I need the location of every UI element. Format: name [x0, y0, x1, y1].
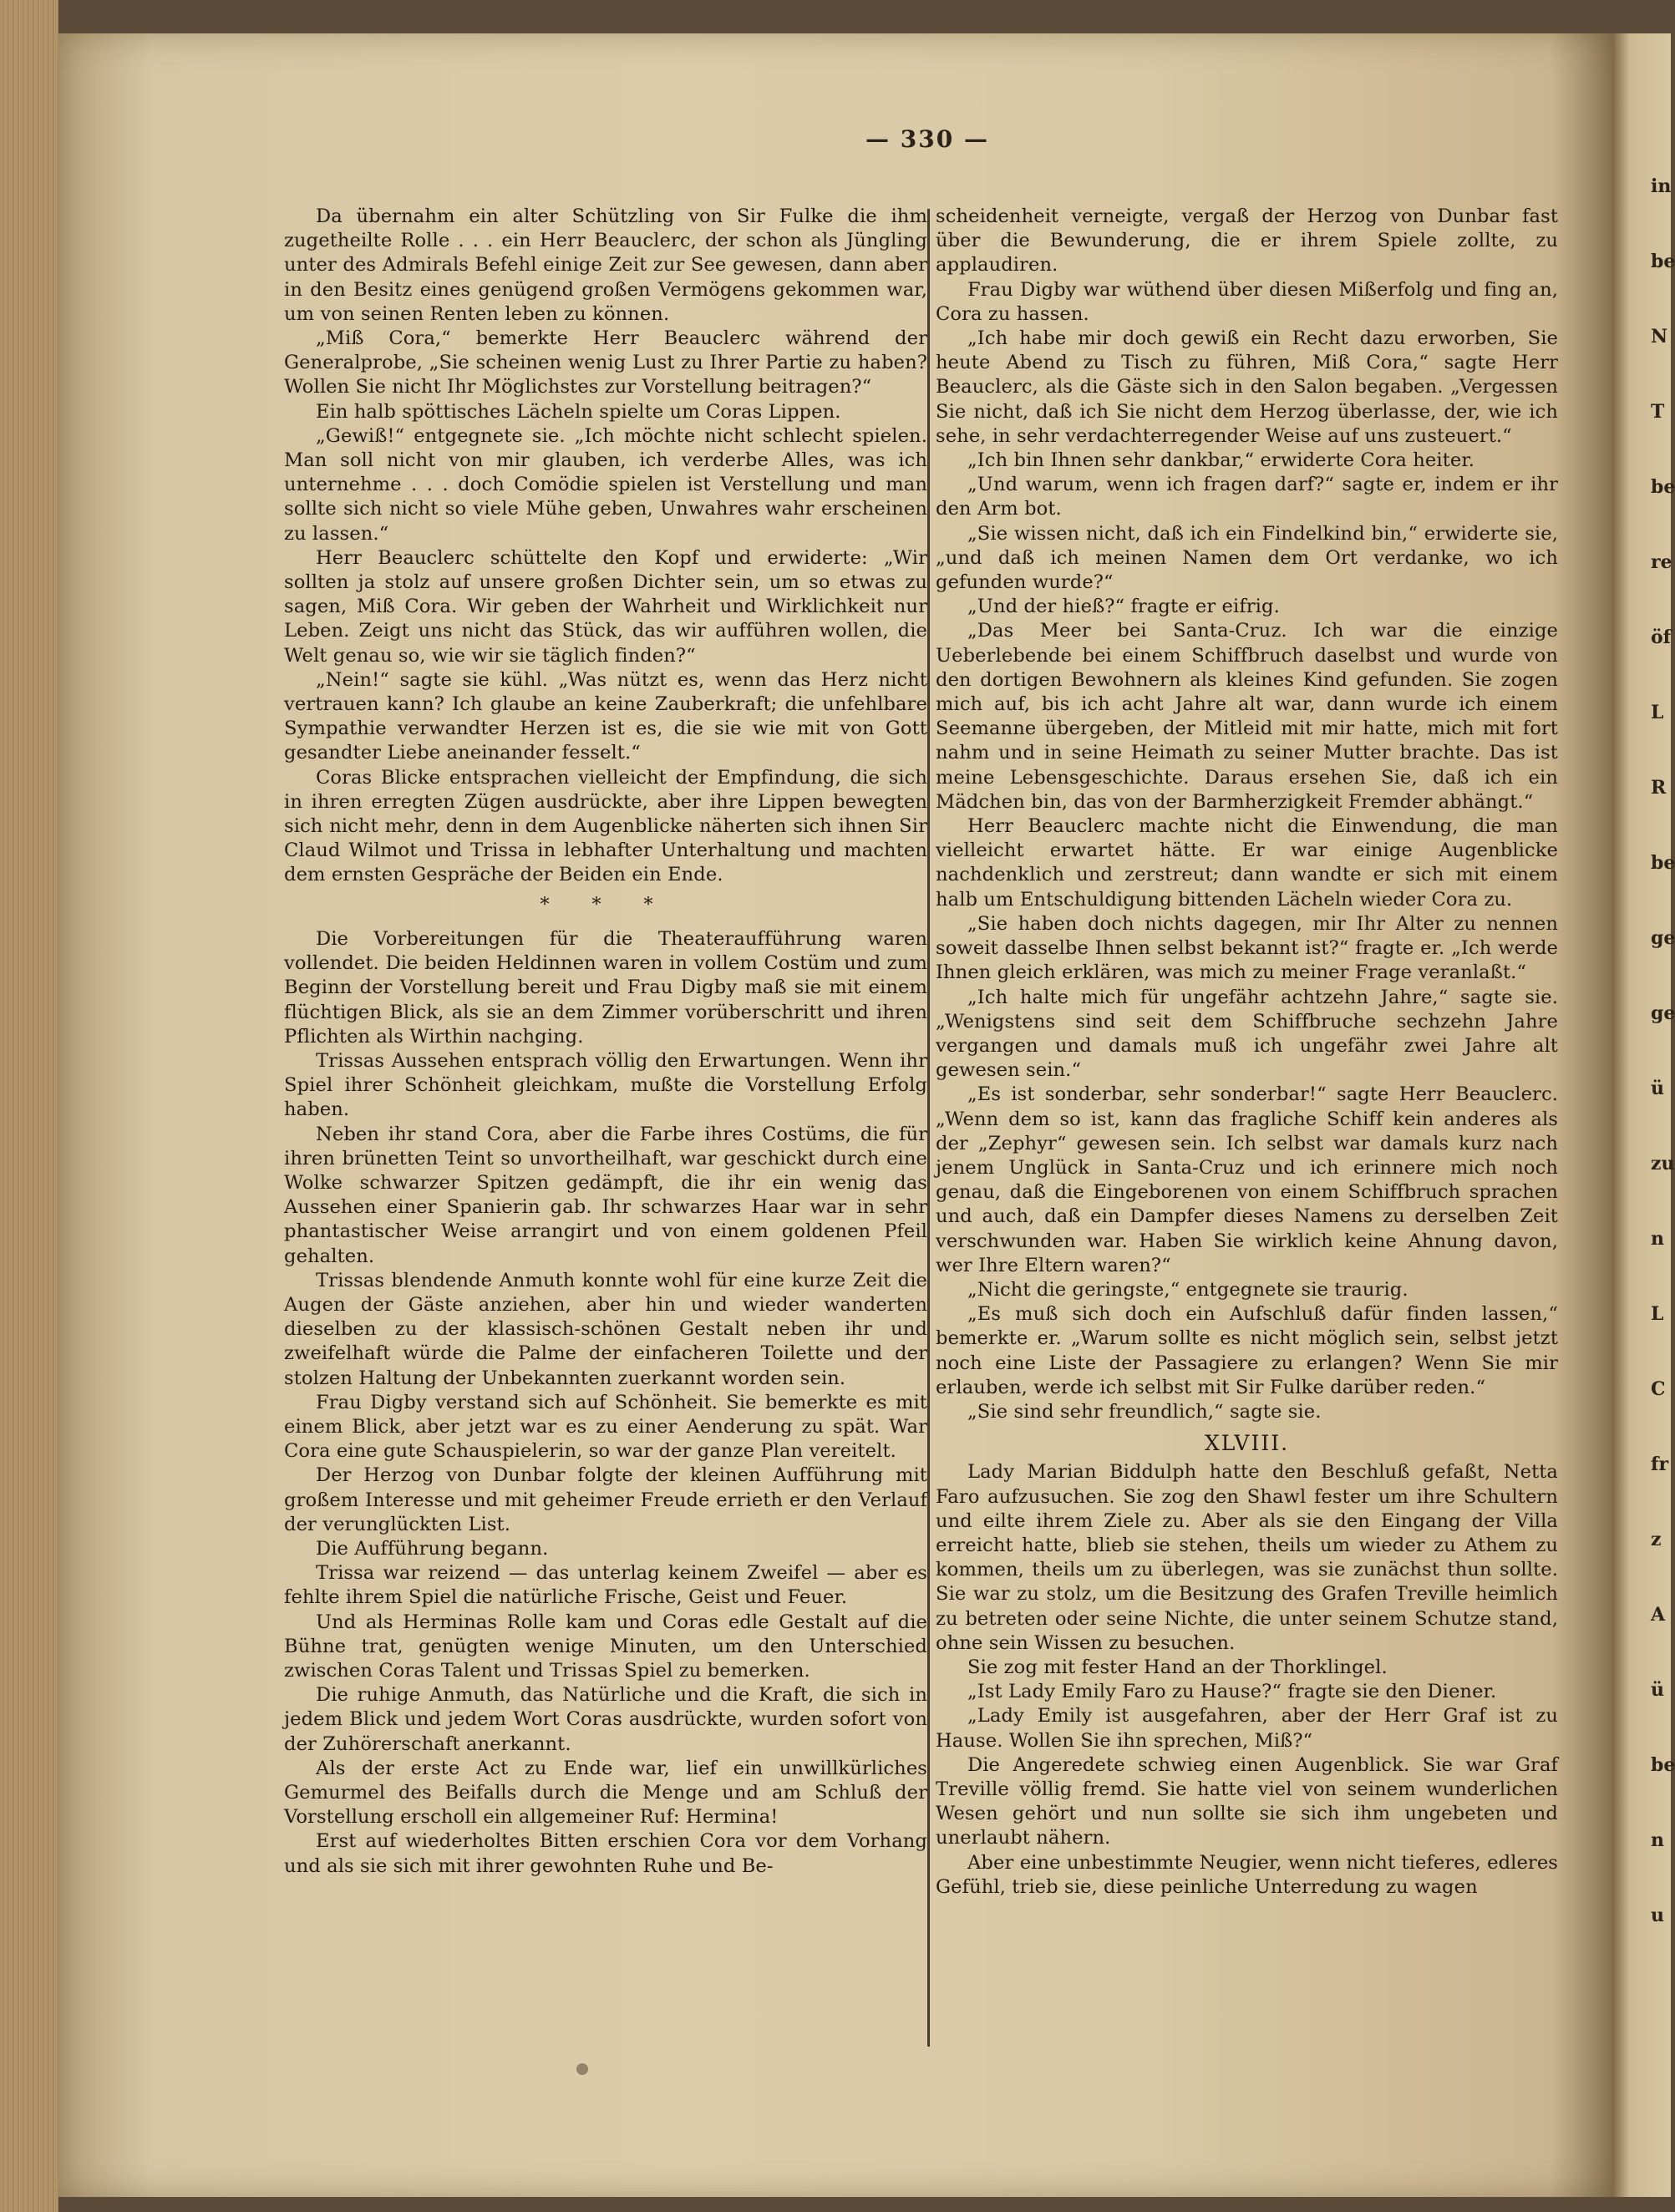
next-page-edge [1612, 33, 1675, 2197]
paragraph: Ein halb spöttisches Lächeln spielte um Coras Lippen. [316, 400, 841, 423]
paragraph: „Das Meer bei Santa-Cruz. Ich war die einzige Ueberlebende bei einem Schiffbruch daselbst und wurde von den dortigen Bewohnern als kleines Kind gefunden. Sie zogen mich auf, bis ich acht Jahre alt war, dann wurde ich einem Seemanne übergeben, der Mitleid mit mir hatte, mich mit fort nahm und in seine Heimath zu seiner Mutter brachte. Das ist meine Lebensgeschichte. Daraus ersehen Sie, daß ich ein Mädchen bin, das von der Barmherzigkeit Fremder abhängt.“ [936, 620, 1558, 813]
paragraph: Lady Marian Biddulph hatte den Beschluß gefaßt, Netta Faro aufzusuchen. Sie zog den Shawl fester um ihre Schultern und eilte ihrem Ziele zu. Aber als sie den Eingang der Villa erreicht hatte, blieb sie stehen, theils um wieder zu Athem zu kommen, theils um zu überlegen, was sie zunächst thun sollte. Sie war zu stolz, um die Besitzung des Grafen Treville heimlich zu betreten oder seine Nichte, die unter seinem Schutze stand, ohne sein Wissen zu besuchen. [936, 1461, 1558, 1654]
text-column-left [284, 205, 927, 2051]
paragraph: „Es ist sonderbar, sehr sonderbar!“ sagte Herr Beauclerc. „Wenn dem so ist, kann das fragliche Schiff kein anderes als der „Zephyr“ gewesen sein. Ich selbst war damals kurz nach jenem Unglück in Santa-Cruz und ich erinnere mich noch genau, daß die Eingeborenen von einem Schiffbruch sprachen und auch, daß ein Dampfer dieses Namens zu derselben Zeit verschwunden war. Haben Sie wirklich keine Ahnung davon, wer Ihre Eltern waren?“ [936, 1083, 1558, 1276]
paragraph: „Nicht die geringste,“ entgegnete sie traurig. [967, 1278, 1409, 1301]
next-page-text-fragment: ü [1651, 1679, 1664, 1701]
text-column-right [936, 205, 1558, 2051]
next-page-text-fragment: N [1651, 326, 1668, 348]
next-page-text-fragment: be [1651, 852, 1675, 874]
next-page-text-fragment: u [1651, 1905, 1664, 1926]
next-page-text-fragment: L [1651, 702, 1664, 723]
next-page-text-fragment: n [1651, 1228, 1664, 1250]
paragraph: „Sie sind sehr freundlich,“ sagte sie. [967, 1400, 1322, 1423]
paragraph: Coras Blicke entsprachen vielleicht der Empfindung, die sich in ihren erregten Zügen ausdrückte, aber ihre Lippen bewegten sich nicht mehr, denn in dem Augenblicke näherten sich ihnen Sir Claud Wilmot und Trissa in lebhafter Unterhaltung und machten dem ernsten Gespräche der Beiden ein Ende. [284, 766, 927, 886]
paragraph: scheidenheit verneigte, vergaß der Herzog von Dunbar fast über die Bewunderung, die er ihrem Spiele zollte, zu applaudiren. [936, 205, 1558, 276]
next-page-text-fragment: T [1651, 401, 1665, 423]
book-page-edges [0, 0, 58, 2212]
paragraph: „Ich halte mich für ungefähr achtzehn Jahre,“ sagte sie. „Wenigstens sind seit dem Schiffbruche sechzehn Jahre vergangen und damals muß ich ungefähr zwei Jahre alt gewesen sein.“ [936, 986, 1558, 1082]
chapter-heading: XLVIII. [1204, 1431, 1290, 1456]
paragraph: Als der erste Act zu Ende war, lief ein unwillkürliches Gemurmel des Beifalls durch die Menge und am Schluß der Vorstellung erscholl ein allgemeiner Ruf: Hermina! [284, 1757, 927, 1829]
paragraph: Die Aufführung begann. [316, 1537, 549, 1560]
paragraph: „Miß Cora,“ bemerkte Herr Beauclerc während der Generalprobe, „Sie scheinen wenig Lust zu Ihrer Partie zu haben? Wollen Sie nicht Ihr Möglichstes zur Vorstellung beitragen?“ [284, 327, 927, 398]
paragraph: Aber eine unbestimmte Neugier, wenn nicht tieferes, edleres Gefühl, trieb sie, diese peinliche Unterredung zu wagen [936, 1851, 1558, 1898]
paragraph: Da übernahm ein alter Schützling von Sir Fulke die ihm zugetheilte Rolle . . . ein Herr Beauclerc, der schon als Jüngling unter des Admirals Befehl einige Zeit zur See gewesen, dann aber in den Besitz eines genügend großen Vermögens gekommen war, um von seinen Renten leben zu können. [284, 205, 927, 325]
next-page-text-fragment: n [1651, 1829, 1664, 1851]
paragraph: Sie zog mit fester Hand an der Thorklingel. [967, 1656, 1388, 1678]
paragraph: „Ich bin Ihnen sehr dankbar,“ erwiderte Cora heiter. [967, 449, 1475, 472]
next-page-text-fragment: zu [1651, 1153, 1675, 1174]
paragraph: „Und der hieß?“ fragte er eifrig. [967, 596, 1280, 618]
next-page-text-fragment: fr [1651, 1454, 1669, 1475]
paragraph: „Lady Emily ist ausgefahren, aber der Herr Graf ist zu Hause. Wollen Sie ihn sprechen, Miß?“ [936, 1705, 1558, 1752]
paragraph: Frau Digby war wüthend über diesen Mißerfolg und fing an, Cora zu hassen. [936, 278, 1558, 325]
paragraph: Herr Beauclerc machte nicht die Einwendung, die man vielleicht erwartet hätte. Er war einige Augenblicke nachdenklich und zerstreut; dann wandte er sich mit einem halb um Entschuldigung bittenden Lächeln wieder Cora zu. [936, 815, 1558, 911]
column-divider [927, 209, 930, 2047]
paragraph: Die Angeredete schwieg einen Augenblick. Sie war Graf Treville völlig fremd. Sie hatte viel von seinem wunderlichen Wesen gehört und nun sollte sie sich ihm ungebeten und unerlaubt nähern. [936, 1753, 1558, 1849]
next-page-text-fragment: be [1651, 476, 1675, 498]
next-page-text-fragment: be [1651, 1754, 1675, 1776]
paragraph: „Sie wissen nicht, daß ich ein Findelkind bin,“ erwiderte sie, „und daß ich meinen Namen dem Ort verdanke, wo ich gefunden wurde?“ [936, 522, 1558, 594]
next-page-text-fragment: ge [1651, 927, 1675, 949]
paragraph: Erst auf wiederholtes Bitten erschien Cora vor dem Vorhang und als sie sich mit ihrer gewohnten Ruhe und Be- [284, 1830, 927, 1877]
paragraph: Trissas Aussehen entsprach völlig den Erwartungen. Wenn ihr Spiel ihrer Schönheit gleichkam, mußte die Vorstellung Erfolg haben. [284, 1049, 927, 1121]
next-page-text-fragment: C [1651, 1378, 1666, 1400]
next-page-text-fragment: L [1651, 1303, 1664, 1325]
paragraph: „Und warum, wenn ich fragen darf?“ sagte er, indem er ihr den Arm bot. [936, 474, 1558, 520]
paragraph: Die Vorbereitungen für die Theateraufführung waren vollendet. Die beiden Heldinnen waren in vollem Costüm und zum Beginn der Vorstellung bereit und Frau Digby maß sie mit einem flüchtigen Blick, als sie an dem Zimmer vorüberschritt und ihren Pflichten als Wirthin nachging. [284, 927, 927, 1048]
paragraph: „Gewiß!“ entgegnete sie. „Ich möchte nicht schlecht spielen. Man soll nicht von mir glauben, ich verderbe Alles, was ich unternehme . . . doch Comödie spielen ist Verstellung und man sollte sich nicht so viele Mühe geben, Unwahres wahr erscheinen zu lassen.“ [284, 424, 927, 545]
paragraph: Frau Digby verstand sich auf Schönheit. Sie bemerkte es mit einem Blick, aber jetzt war es zu einer Aenderung zu spät. War Cora eine gute Schauspielerin, so war der ganze Plan vereitelt. [284, 1391, 927, 1463]
page-number: — 330 — [865, 125, 989, 153]
section-separator: * * * [540, 894, 672, 916]
paragraph: Der Herzog von Dunbar folgte der kleinen Aufführung mit großem Interesse und mit geheimer Freude errieth er den Verlauf der verunglückten List. [284, 1464, 927, 1535]
paper-stain [576, 2063, 588, 2075]
paragraph: „Sie haben doch nichts dagegen, mir Ihr Alter zu nennen soweit dasselbe Ihnen selbst bekannt ist?“ fragte er. „Ich werde Ihnen gleich erklären, was mich zu meiner Frage veranlaßt.“ [936, 912, 1558, 984]
paragraph: Herr Beauclerc schüttelte den Kopf und erwiderte: „Wir sollten ja stolz auf unsere großen Dichter sein, um so etwas zu sagen, Miß Cora. Wir geben der Wahrheit und Wirklichkeit nur Leben. Zeigt uns nicht das Stück, das wir aufführen wollen, die Welt genau so, wie wir sie täglich finden?“ [284, 546, 927, 667]
next-page-text-fragment: R [1651, 777, 1667, 799]
paragraph: Trissa war reizend — das unterlag keinem Zweifel — aber es fehlte ihrem Spiel die natürliche Frische, Geist und Feuer. [284, 1562, 927, 1609]
paragraph: „Ist Lady Emily Faro zu Hause?“ fragte sie den Diener. [967, 1681, 1497, 1703]
paragraph: Die ruhige Anmuth, das Natürliche und die Kraft, die sich in jedem Blick und jedem Wort Coras ausdrückte, wurden sofort von der Zuhörerschaft anerkannt. [284, 1684, 927, 1755]
paragraph: „Nein!“ sagte sie kühl. „Was nützt es, wenn das Herz nicht vertrauen kann? Ich glaube an keine Zauberkraft; die unfehlbare Sympathie verwandter Herzen ist es, die sie wie mit von Gott gesandter Liebe aneinander fesselt.“ [284, 668, 927, 764]
next-page-text-fragment: be [1651, 251, 1675, 272]
paragraph: Trissas blendende Anmuth konnte wohl für eine kurze Zeit die Augen der Gäste anziehen, aber hin und wieder wanderten dieselben zu der klassisch-schönen Gestalt neben ihr und zweifelhaft würde die Palme der einfacheren Toilette und der stolzen Haltung der Unbekannten zuerkannt worden sein. [284, 1269, 927, 1389]
next-page-text-fragment: re [1651, 551, 1672, 573]
paragraph: Neben ihr stand Cora, aber die Farbe ihres Costüms, die für ihren brünetten Teint so unvortheilhaft, war geschickt durch eine Wolke schwarzer Spitzen gedämpft, die ihr ein wenig das Aussehen einer Spanierin gab. Ihr schwarzes Haar war in sehr phantastischer Weise arrangirt und von einem goldenen Pfeil gehalten. [284, 1123, 927, 1267]
next-page-text-fragment: öf [1651, 627, 1672, 648]
paragraph: „Es muß sich doch ein Aufschluß dafür finden lassen,“ bemerkte er. „Warum sollte es nicht möglich sein, selbst jetzt noch eine Liste der Passagiere zu erlangen? Wenn Sie mir erlauben, werde ich selbst mit Sir Fulke darüber reden.“ [936, 1303, 1558, 1398]
next-page-text-fragment: in [1651, 175, 1672, 197]
next-page-text-fragment: ü [1651, 1078, 1664, 1099]
next-page-text-fragment: ge [1651, 1002, 1675, 1024]
next-page-text-fragment: z [1651, 1529, 1662, 1550]
paragraph: „Ich habe mir doch gewiß ein Recht dazu erworben, Sie heute Abend zu Tisch zu führen, Miß Cora,“ sagte Herr Beauclerc, als die Gäste sich in den Salon begaben. „Vergessen Sie nicht, daß ich Sie nicht dem Herzog überlasse, der, wie ich sehe, in sehr verdachterregender Weise auf uns zusteuert.“ [936, 327, 1558, 447]
next-page-text-fragment: A [1651, 1604, 1666, 1626]
paragraph: Und als Herminas Rolle kam und Coras edle Gestalt auf die Bühne trat, genügten wenige Minuten, um den Unterschied zwischen Coras Talent und Trissas Spiel zu bemerken. [284, 1611, 927, 1682]
